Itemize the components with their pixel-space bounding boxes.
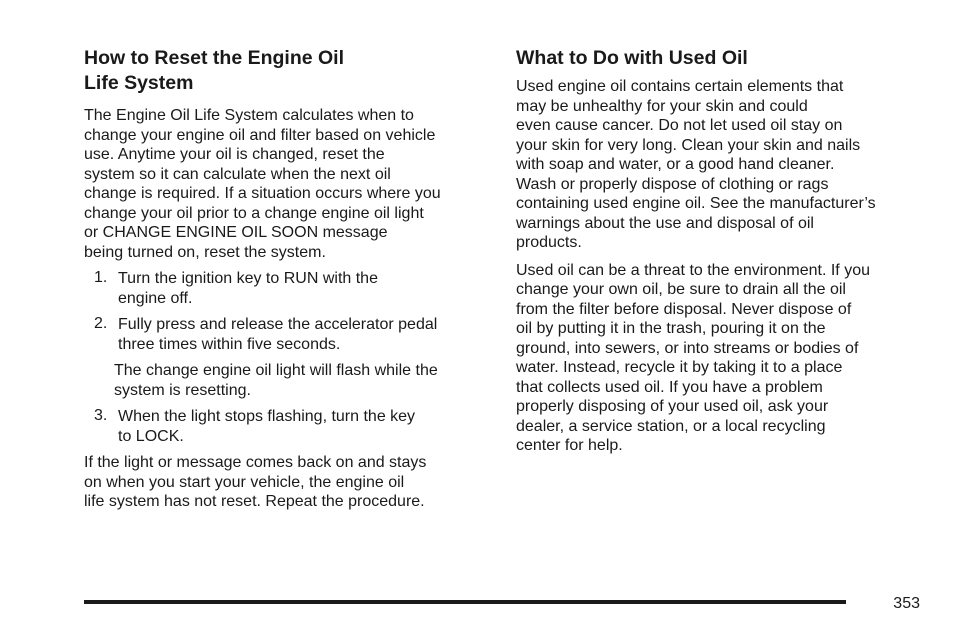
section-heading-reset-oil-life: How to Reset the Engine Oil Life System: [84, 47, 345, 94]
outro-paragraph: If the light or message comes back on and stays on when you start your vehicle, the engine oil life system has not reset. Repeat the procedure.: [84, 454, 427, 510]
step-1: [84, 269, 488, 308]
page-number: 353: [893, 595, 920, 612]
used-oil-paragraph-1: Used engine oil contains certain elements that may be unhealthy for your skin and could even cause cancer. Do not let used oil stay on your skin for very long. Clean your skin and nails with soap and water, or a good hand cleaner. Wash or properly dispose of clothing or rags containing used engine oil. See the manufacturer’s warnings about the use and disposal of oil products.: [516, 78, 876, 251]
step-text: When the light stops flashing, turn the key to LOCK.: [118, 408, 416, 445]
section-heading-used-oil: What to Do with Used Oil: [516, 47, 748, 69]
step-2: [84, 315, 488, 354]
step-number: 3.: [94, 407, 108, 424]
step-text: Turn the ignition key to RUN with the engine off.: [118, 270, 378, 307]
intro-paragraph: The Engine Oil Life System calculates when to change your engine oil and filter based on vehicle use. Anytime your oil is changed, reset the system so it can calculate when the next oil change is required. If a situation occurs where you change your oil prior to a change engine oil light or CHANGE ENGINE OIL SOON message being turned on, reset the system.: [84, 107, 441, 261]
used-oil-paragraph-2: Used oil can be a threat to the environment. If you change your own oil, be sure to drain all the oil from the filter before disposal. Never dispose of oil by putting it in the trash, pouring it on the ground, into sewers, or into streams or bodies of water. Instead, recycle it by taking it to a place that collects used oil. If you have a problem properly disposing of your used oil, ask your dealer, a service station, or a local recycling center for help.: [516, 261, 870, 454]
right-column: [516, 46, 924, 456]
footer-rule: [84, 600, 846, 604]
step-number: 1.: [94, 269, 108, 286]
step-3: [84, 407, 488, 446]
step-number: 2.: [94, 315, 108, 332]
step-text: Fully press and release the accelerator pedal three times within five seconds.: [118, 316, 438, 353]
left-column: [84, 46, 488, 512]
step-2-note: The change engine oil light will flash while the system is resetting.: [114, 362, 438, 399]
